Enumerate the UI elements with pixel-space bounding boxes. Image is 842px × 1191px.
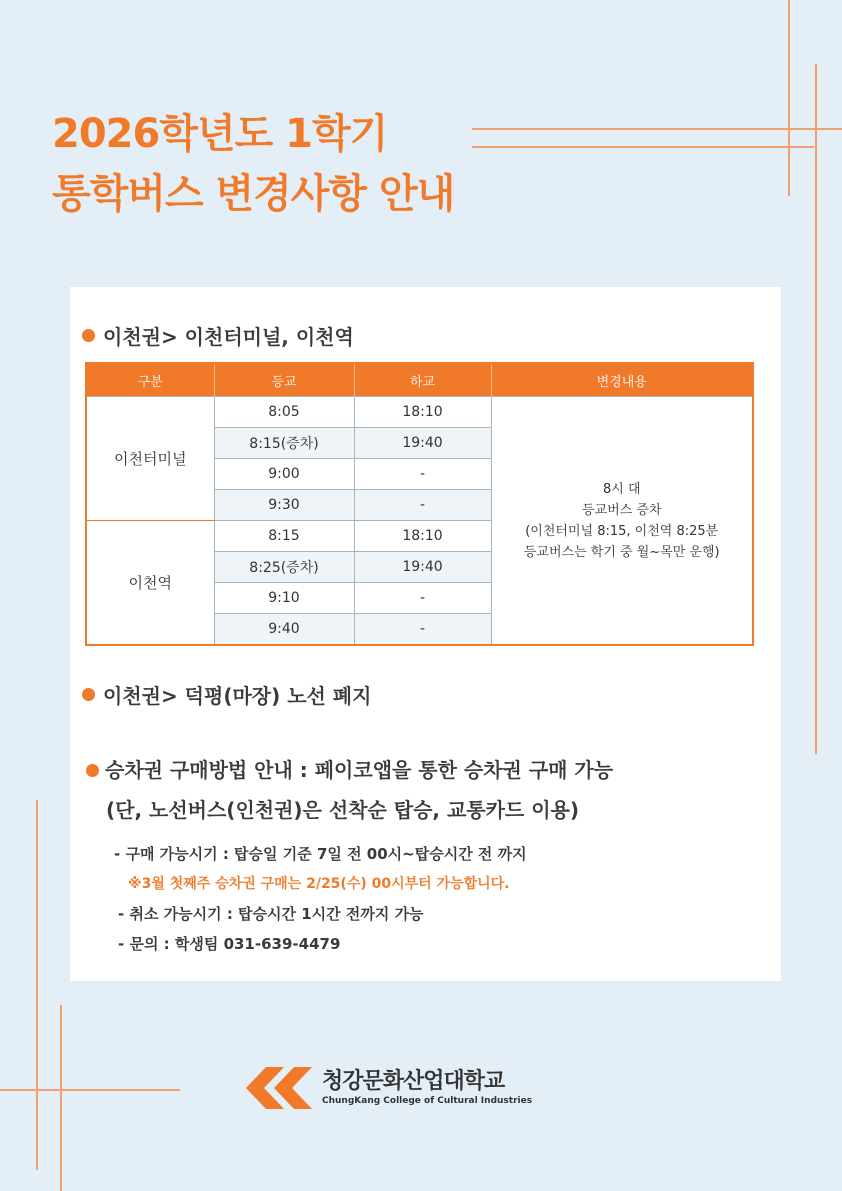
section-heading-deokpyeong <box>82 680 371 709</box>
page-title <box>52 104 454 224</box>
table-header-row <box>86 363 753 397</box>
bullet-dot-icon <box>82 329 95 342</box>
purchase-details <box>114 839 527 959</box>
go-time: 8:15 <box>214 521 354 552</box>
section-heading-text: 이천권> 덕평(마장) 노선 폐지 <box>103 684 372 708</box>
purchase-line-2: (단, 노선버스(인천권)은 선착순 탑승, 교통카드 이용) <box>106 798 579 822</box>
header-change: 변경내용 <box>491 363 753 397</box>
header-category: 구분 <box>86 363 214 397</box>
header-back: 하교 <box>354 363 491 397</box>
deco-line <box>0 1089 180 1091</box>
detail-item: - 문의 : 학생팀 031-639-4479 <box>118 935 341 953</box>
ck-logo-icon <box>244 1065 316 1111</box>
deco-line <box>36 800 38 1170</box>
back-time: 18:10 <box>354 521 491 552</box>
section-heading-icheon <box>82 321 354 350</box>
college-logo <box>244 1065 532 1111</box>
group-station: 이천역 <box>86 521 214 646</box>
title-line-1: 2026학년도 1학기 <box>52 111 388 157</box>
back-time: - <box>354 614 491 646</box>
deco-line <box>472 128 842 130</box>
back-time: 19:40 <box>354 552 491 583</box>
schedule-table <box>85 362 754 646</box>
deco-line <box>472 146 814 148</box>
header-go: 등교 <box>214 363 354 397</box>
note-line: 8시 대 <box>602 481 641 497</box>
go-time: 8:05 <box>214 397 354 428</box>
section-heading-text: 이천권> 이천터미널, 이천역 <box>103 325 354 349</box>
table-row <box>86 397 753 428</box>
back-time: - <box>354 490 491 521</box>
back-time: 18:10 <box>354 397 491 428</box>
deco-line <box>815 64 817 754</box>
purchase-guide <box>86 750 613 830</box>
note-line: 등교버스 증차 <box>582 502 662 518</box>
detail-item: - 취소 가능시기 : 탑승시간 1시간 전까지 가능 <box>118 905 424 923</box>
go-time: 9:10 <box>214 583 354 614</box>
go-time: 8:15(증차) <box>214 428 354 459</box>
go-time: 9:00 <box>214 459 354 490</box>
group-terminal: 이천터미널 <box>86 397 214 521</box>
deco-line <box>60 1005 62 1191</box>
logo-name-en: ChungKang College of Cultural Industries <box>322 1096 533 1106</box>
bullet-dot-icon <box>86 764 99 777</box>
logo-name-kr: 청강문화산업대학교 <box>322 1069 505 1094</box>
deco-line <box>788 0 790 196</box>
back-time: - <box>354 459 491 490</box>
go-time: 9:40 <box>214 614 354 646</box>
bullet-dot-icon <box>82 688 95 701</box>
back-time: 19:40 <box>354 428 491 459</box>
note-line: (이천터미널 8:15, 이천역 8:25분 <box>525 523 719 539</box>
detail-item: - 구매 가능시기 : 탑승일 기준 7일 전 00시~탑승시간 전 까지 <box>114 845 527 863</box>
title-line-2: 통학버스 변경사항 안내 <box>52 171 455 217</box>
change-note <box>491 397 753 646</box>
content-card <box>70 287 781 981</box>
go-time: 9:30 <box>214 490 354 521</box>
purchase-line-1: 승차권 구매방법 안내 : 페이코앱을 통한 승차권 구매 가능 <box>105 758 614 782</box>
back-time: - <box>354 583 491 614</box>
note-line: 등교버스는 학기 중 월~목만 운행) <box>523 544 720 560</box>
go-time: 8:25(증차) <box>214 552 354 583</box>
detail-warning: ※3월 첫째주 승차권 구매는 2/25(수) 00시부터 가능합니다. <box>128 876 510 892</box>
